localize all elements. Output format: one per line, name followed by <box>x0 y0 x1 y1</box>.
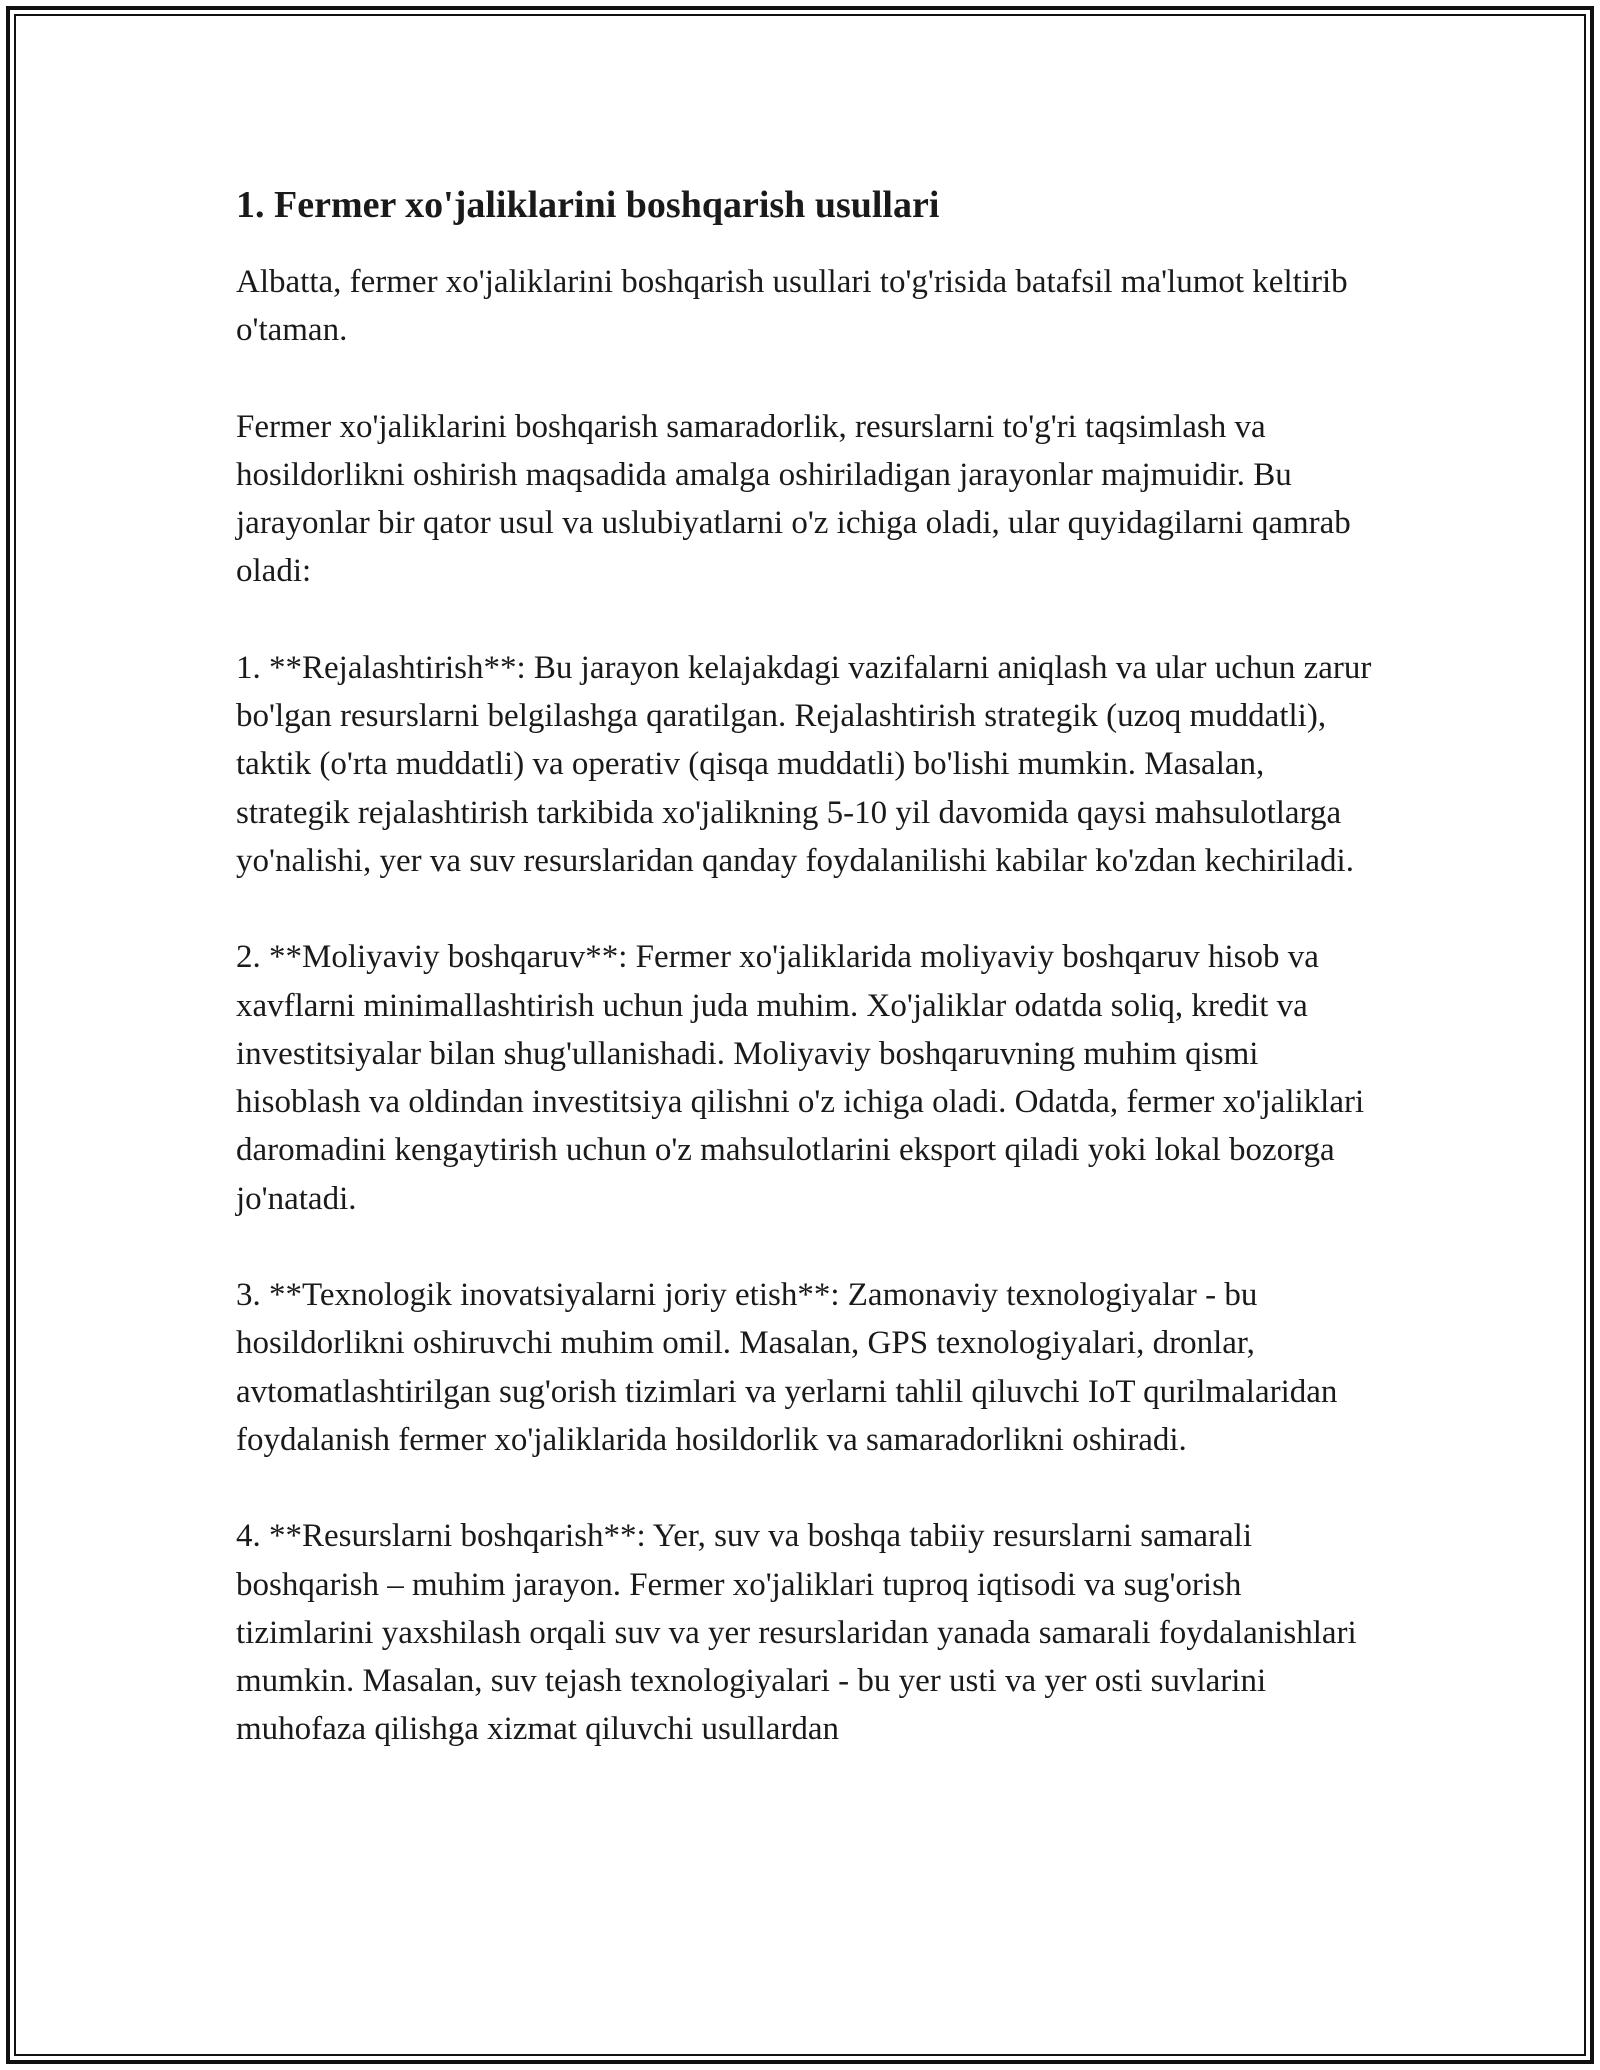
paragraph-financial-management: 2. **Moliyaviy boshqaruv**: Fermer xo'jaliklarida moliyaviy boshqaruv hisob va xavflarni minimallashtirish uchun juda muhim. Xo'jaliklar odatda soliq, kredit va investitsiyalar bilan shug'ullanishadi. Moliyaviy boshqaruvning muhim qismi hisoblash va oldindan investitsiya qilishni o'z ichiga oladi. Odatda, fermer xo'jaliklari daromadini kengaytirish uchun o'z mahsulotlarini eksport qiladi yoki lokal bozorga jo'natadi. <box>236 939 1365 1217</box>
document-body <box>236 180 1386 1802</box>
paragraph-intro: Albatta, fermer xo'jaliklarini boshqarish usullari to'g'risida batafsil ma'lumot keltirib o'taman. <box>236 264 1348 349</box>
paragraph-overview: Fermer xo'jaliklarini boshqarish samaradorlik, resurslarni to'g'ri taqsimlash va hosildorlikni oshirish maqsadida amalga oshiriladigan jarayonlar majmuidir. Bu jarayonlar bir qator usul va uslubiyatlarni o'z ichiga oladi, ular quyidagilarni qamrab oladi: <box>236 408 1351 590</box>
paragraph-planning: 1. **Rejalashtirish**: Bu jarayon kelajakdagi vazifalarni aniqlash va ular uchun zarur bo'lgan resurslarni belgilashga qaratilgan. Rejalashtirish strategik (uzoq muddatli), taktik (o'rta muddatli) va operativ (qisqa muddatli) bo'lishi mumkin. Masalan, strategik rejalashtirish tarkibida xo'jalikning 5-10 yil davomida qaysi mahsulotlarga yo'nalishi, yer va suv resurslaridan qanday foydalanilishi kabilar ko'zdan kechiriladi. <box>236 649 1372 879</box>
paragraph-technology: 3. **Texnologik inovatsiyalarni joriy etish**: Zamonaviy texnologiyalar - bu hosildorlikni oshiruvchi muhim omil. Masalan, GPS texnologiyalari, dronlar, avtomatlashtirilgan sug'orish tizimlari va yerlarni tahlil qiluvchi IoT qurilmalaridan foydalanish fermer xo'jaliklarida hosildorlik va samaradorlikni oshiradi. <box>236 1277 1338 1458</box>
document-title: 1. Fermer xo'jaliklarini boshqarish usullari <box>236 184 940 226</box>
paragraph-resource-management: 4. **Resurslarni boshqarish**: Yer, suv va boshqa tabiiy resurslarni samarali boshqarish – muhim jarayon. Fermer xo'jaliklari tuproq iqtisodi va sug'orish tizimlarini yaxshilash orqali suv va yer resurslaridan yanada samarali foydalanishlari mumkin. Masalan, suv tejash texnologiyalari - bu yer usti va yer osti suvlarini muhofaza qilishga xizmat qiluvchi usullardan <box>236 1518 1357 1748</box>
